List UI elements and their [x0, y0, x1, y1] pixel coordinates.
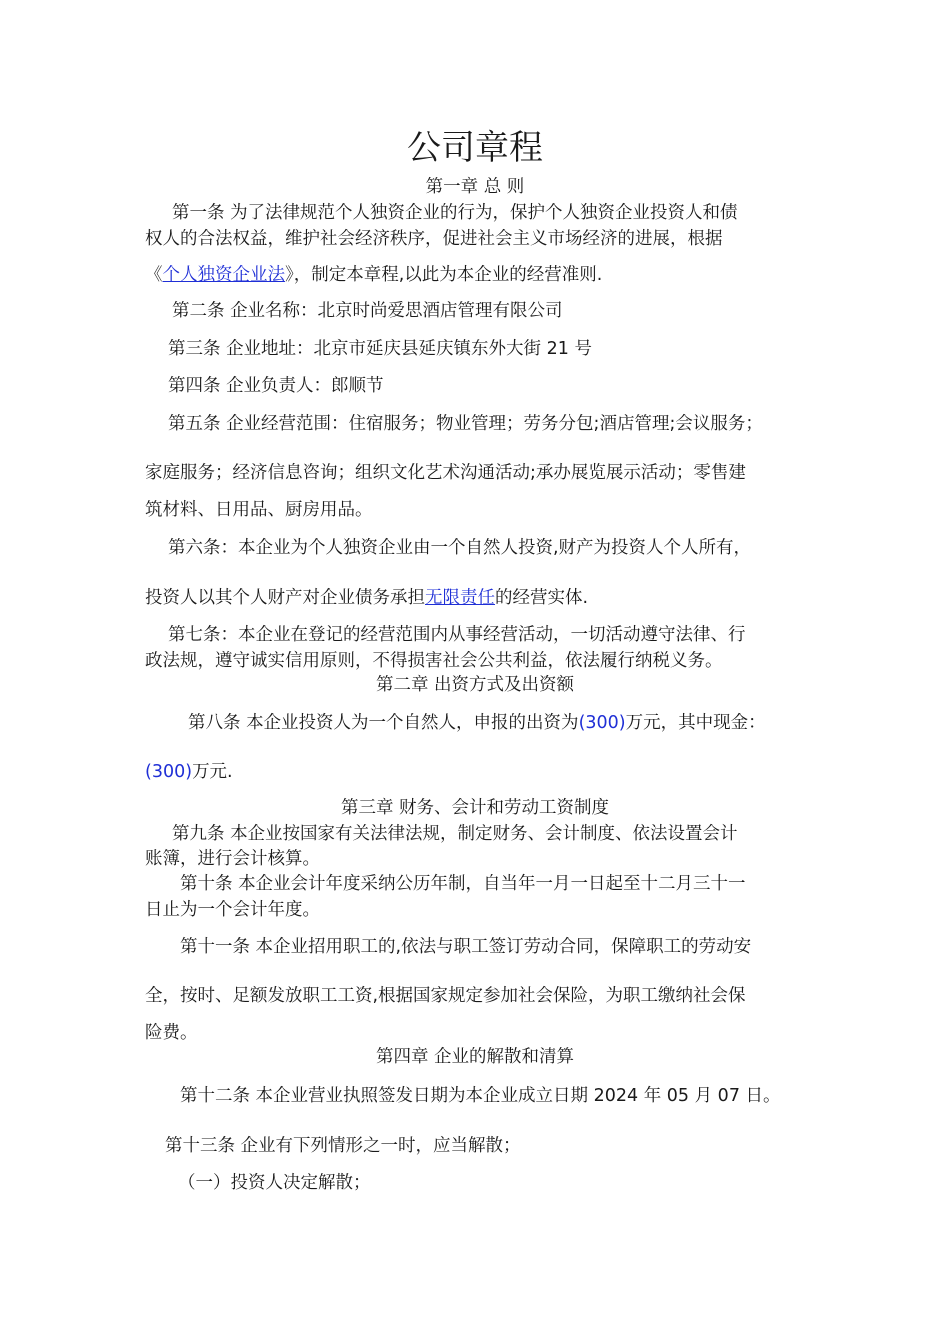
article-4: 第四条 企业负责人：郎顺节 [168, 376, 384, 396]
article-11-line-1: 第十一条 本企业招用职工的,依法与职工签订劳动合同，保障职工的劳动安 [180, 937, 752, 957]
article-13: 第十三条 企业有下列情形之一时，应当解散； [165, 1136, 521, 1156]
chapter-3-heading: 第三章 财务、会计和劳动工资制度 [340, 798, 610, 818]
article-11-line-3: 险费。 [145, 1023, 198, 1043]
article-7-line-2: 政法规，遵守诚实信用原则，不得损害社会公共利益，依法履行纳税义务。 [145, 651, 723, 671]
article-11-line-2: 全，按时、足额发放职工工资,根据国家规定参加社会保险，为职工缴纳社会保 [145, 986, 746, 1006]
article-9-line-2: 账簿，进行会计核算。 [145, 849, 320, 869]
article-8-line-1 [188, 712, 766, 734]
article-9-line-1: 第九条 本企业按国家有关法律法规，制定财务、会计制度、依法设置会计 [172, 824, 738, 844]
article-5-line-3: 筑材料、日用品、厨房用品。 [145, 500, 373, 520]
article-2: 第二条 企业名称：北京时尚爱思酒店管理有限公司 [172, 301, 563, 321]
article-3: 第三条 企业地址：北京市延庆县延庆镇东外大街 21 号 [168, 339, 592, 359]
article-8-line-2-post: 万元. [192, 762, 233, 782]
article-1-line-2: 权人的合法权益，维护社会经济秩序，促进社会主义市场经济的进展，根据 [145, 229, 723, 249]
article-12: 第十二条 本企业营业执照签发日期为本企业成立日期 2024 年 05 月 07 日。 [180, 1086, 781, 1106]
chapter-4-heading: 第四章 企业的解散和清算 [375, 1047, 575, 1067]
article-6-line-2-pre: 投资人以其个人财产对企业债务承担 [145, 588, 425, 608]
article-6-line-2 [145, 587, 588, 609]
sole-proprietorship-law-link[interactable]: 个人独资企业法 [162, 265, 285, 285]
document-title: 公司章程 [407, 128, 543, 168]
article-8-line-1-pre: 第八条 本企业投资人为一个自然人，申报的出资为 [188, 713, 579, 733]
article-7-line-1: 第七条：本企业在登记的经营范围内从事经营活动，一切活动遵守法律、行 [168, 625, 746, 645]
article-8-line-1-post: 万元，其中现金： [625, 713, 766, 733]
quote-open: 《 [145, 265, 163, 285]
article-5-line-2: 家庭服务；经济信息咨询；组织文化艺术沟通活动;承办展览展示活动；零售建 [145, 463, 746, 483]
unlimited-liability-link[interactable]: 无限责任 [425, 588, 495, 608]
article-13-item-1: （一）投资人决定解散； [178, 1173, 371, 1193]
article-6-line-1: 第六条：本企业为个人独资企业由一个自然人投资,财产为投资人个人所有， [168, 538, 752, 558]
chapter-2-heading: 第二章 出资方式及出资额 [375, 675, 575, 695]
capital-amount: (300) [578, 713, 626, 733]
chapter-1-heading: 第一章 总 则 [425, 177, 525, 197]
article-10-line-2: 日止为一个会计年度。 [145, 900, 320, 920]
article-1-line-3-text: 》，制定本章程,以此为本企业的经营准则. [285, 265, 603, 285]
article-8-line-2 [145, 761, 233, 783]
article-10-line-1: 第十条 本企业会计年度采纳公历年制，自当年一月一日起至十二月三十一 [180, 874, 746, 894]
article-6-line-2-post: 的经营实体. [495, 588, 589, 608]
article-5-line-1: 第五条 企业经营范围：住宿服务；物业管理；劳务分包;酒店管理;会议服务； [168, 414, 763, 434]
cash-amount: (300) [145, 762, 193, 782]
article-1-line-3 [145, 264, 602, 286]
article-1-line-1: 第一条 为了法律规范个人独资企业的行为，保护个人独资企业投资人和债 [172, 203, 738, 223]
